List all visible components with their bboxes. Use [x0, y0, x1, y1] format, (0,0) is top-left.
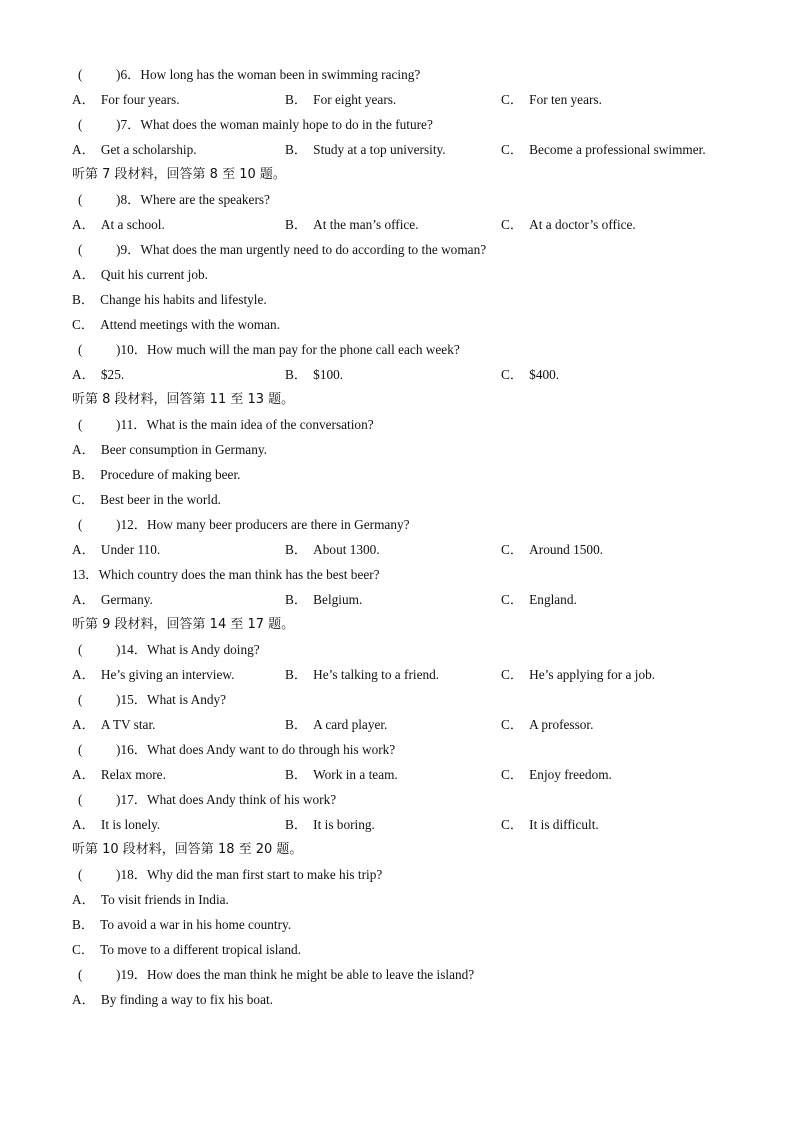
option-row	[72, 662, 732, 687]
answer-blank[interactable]: (	[78, 67, 83, 82]
option-text: Work in a team.	[313, 767, 398, 782]
option-letter: A	[72, 992, 82, 1007]
option-c[interactable]	[501, 87, 602, 112]
option-line[interactable]	[72, 262, 732, 287]
option-letter: B．	[285, 767, 308, 782]
answer-blank[interactable]: (	[78, 117, 83, 132]
option-b[interactable]	[285, 537, 380, 562]
question-line	[72, 512, 732, 537]
answer-blank[interactable]: (	[78, 692, 83, 707]
option-line[interactable]	[72, 987, 732, 1012]
answer-blank-close: )	[116, 192, 121, 207]
option-text: At a school.	[100, 217, 165, 232]
answer-blank-close: )	[116, 517, 121, 532]
question-line	[72, 737, 732, 762]
question-line	[72, 237, 732, 262]
option-letter-dot: ．	[80, 942, 95, 957]
option-text: He’s giving an interview.	[100, 667, 235, 682]
answer-blank-close: )	[116, 117, 121, 132]
question-text: What does the woman mainly hope to do in the future?	[140, 117, 433, 132]
option-text: At the man’s office.	[313, 217, 419, 232]
option-text: Get a scholarship.	[100, 142, 197, 157]
answer-blank[interactable]: (	[78, 517, 83, 532]
question-number-dot: ．	[127, 67, 141, 82]
option-letter-dot: ．	[80, 317, 95, 332]
option-row	[72, 537, 732, 562]
option-letter-dot: ．	[81, 992, 95, 1007]
option-text: To move to a different tropical island.	[100, 942, 301, 957]
option-a[interactable]	[72, 662, 234, 687]
option-letter: A．	[72, 817, 95, 832]
option-letter: C．	[501, 592, 524, 607]
option-row	[72, 712, 732, 737]
option-c[interactable]	[501, 712, 593, 737]
option-letter: B	[72, 917, 81, 932]
option-letter: B．	[285, 717, 308, 732]
option-text: A card player.	[313, 717, 388, 732]
option-letter: C．	[501, 667, 524, 682]
option-letter: B	[72, 292, 81, 307]
answer-blank[interactable]: (	[78, 642, 83, 657]
question-number: 13	[72, 567, 86, 582]
option-text: Study at a top university.	[313, 142, 446, 157]
option-a[interactable]	[72, 137, 197, 162]
option-text: $100.	[313, 367, 344, 382]
option-c[interactable]	[501, 662, 655, 687]
answer-blank-close: )	[116, 792, 121, 807]
option-letter: B．	[285, 667, 308, 682]
option-letter-dot: ．	[80, 292, 95, 307]
option-letter: C．	[501, 817, 524, 832]
option-letter: C	[72, 942, 81, 957]
option-c[interactable]	[501, 762, 612, 787]
answer-blank[interactable]: (	[78, 342, 83, 357]
option-text: To avoid a war in his home country.	[100, 917, 292, 932]
question-number: 17	[120, 792, 134, 807]
option-text: For eight years.	[313, 92, 397, 107]
option-row	[72, 137, 732, 162]
answer-blank[interactable]: (	[78, 242, 83, 257]
option-text: Beer consumption in Germany.	[100, 442, 267, 457]
option-a[interactable]	[72, 362, 124, 387]
answer-blank-close: )	[116, 242, 121, 257]
document-page	[72, 62, 732, 1012]
answer-blank[interactable]: (	[78, 867, 83, 882]
answer-blank-close: )	[116, 342, 121, 357]
option-text: A professor.	[529, 717, 594, 732]
option-text: Under 110.	[100, 542, 161, 557]
option-text: Become a professional swimmer.	[529, 142, 706, 157]
option-text: Around 1500.	[529, 542, 604, 557]
question-text: Why did the man first start to make his trip?	[147, 867, 383, 882]
option-letter: C．	[501, 142, 524, 157]
option-letter: C	[72, 317, 81, 332]
option-a[interactable]	[72, 87, 180, 112]
option-text: Relax more.	[100, 767, 166, 782]
option-row	[72, 87, 732, 112]
question-text: What does Andy think of his work?	[147, 792, 337, 807]
option-letter: A．	[72, 667, 95, 682]
answer-blank[interactable]: (	[78, 742, 83, 757]
question-number: 8	[120, 192, 128, 207]
option-text: Quit his current job.	[100, 267, 209, 282]
option-letter-dot: ．	[80, 917, 95, 932]
option-letter: B．	[285, 817, 308, 832]
option-letter-dot: ．	[80, 492, 95, 507]
option-letter: B．	[285, 367, 308, 382]
option-a[interactable]	[72, 537, 160, 562]
question-number: 11	[120, 417, 134, 432]
question-number: 6	[120, 67, 128, 82]
option-text: Change his habits and lifestyle.	[100, 292, 267, 307]
option-b[interactable]	[285, 362, 343, 387]
option-line[interactable]	[72, 437, 732, 462]
question-number-dot: ．	[133, 417, 147, 432]
option-letter: B．	[285, 542, 308, 557]
question-line	[72, 562, 732, 587]
option-letter-dot: ．	[80, 467, 95, 482]
question-text: What is Andy doing?	[147, 642, 260, 657]
option-letter: A	[72, 892, 82, 907]
question-number: 12	[120, 517, 134, 532]
option-text: Germany.	[100, 592, 153, 607]
answer-blank-close: )	[116, 967, 121, 982]
option-text: He’s applying for a job.	[529, 667, 656, 682]
option-line[interactable]	[72, 912, 732, 937]
option-text: A TV star.	[100, 717, 156, 732]
question-line	[72, 187, 732, 212]
option-text: About 1300.	[313, 542, 380, 557]
question-line	[72, 687, 732, 712]
option-row	[72, 212, 732, 237]
option-letter: A．	[72, 542, 95, 557]
option-a[interactable]	[72, 812, 160, 837]
question-number: 19	[120, 967, 134, 982]
question-text: Which country does the man think has the best beer?	[98, 567, 380, 582]
question-text: What does the man urgently need to do according to the woman?	[140, 242, 487, 257]
option-a[interactable]	[72, 762, 166, 787]
option-text: Attend meetings with the woman.	[100, 317, 281, 332]
option-letter: A．	[72, 92, 95, 107]
question-text: How long has the woman been in swimming racing?	[140, 67, 421, 82]
question-number: 10	[120, 342, 134, 357]
answer-blank[interactable]: (	[78, 792, 83, 807]
answer-blank-close: )	[116, 642, 121, 657]
section-heading: 听第 7 段材料，回答第 8 至 10 题。	[72, 167, 286, 182]
question-text: How does the man think he might be able to leave the island?	[147, 967, 475, 982]
option-text: Enjoy freedom.	[529, 767, 612, 782]
option-row	[72, 812, 732, 837]
option-text: To visit friends in India.	[100, 892, 229, 907]
question-number-dot: ．	[133, 867, 148, 882]
option-b[interactable]	[285, 662, 439, 687]
option-line[interactable]	[72, 887, 732, 912]
option-c[interactable]	[501, 537, 603, 562]
answer-blank[interactable]: (	[78, 967, 83, 982]
option-text: It is boring.	[313, 817, 375, 832]
option-line[interactable]	[72, 287, 732, 312]
option-c[interactable]	[501, 587, 577, 612]
option-line[interactable]	[72, 487, 732, 512]
option-letter: C．	[501, 217, 524, 232]
option-c[interactable]	[501, 362, 559, 387]
option-text: It is difficult.	[529, 817, 599, 832]
option-text: Belgium.	[313, 592, 363, 607]
option-b[interactable]	[285, 762, 398, 787]
option-b[interactable]	[285, 212, 419, 237]
option-line[interactable]	[72, 312, 732, 337]
option-b[interactable]	[285, 87, 396, 112]
option-letter: A．	[72, 367, 95, 382]
option-row	[72, 762, 732, 787]
option-letter: A．	[72, 767, 95, 782]
option-letter: A．	[72, 142, 95, 157]
option-text: Procedure of making beer.	[100, 467, 241, 482]
option-line[interactable]	[72, 462, 732, 487]
option-letter-dot: ．	[81, 267, 95, 282]
question-text: What is Andy?	[147, 692, 227, 707]
option-letter: B．	[285, 92, 308, 107]
option-text: For four years.	[100, 92, 180, 107]
option-letter: A	[72, 442, 82, 457]
option-line[interactable]	[72, 937, 732, 962]
option-letter: C．	[501, 367, 524, 382]
question-number: 15	[120, 692, 134, 707]
option-text: Best beer in the world.	[100, 492, 221, 507]
question-number-dot: ．	[133, 967, 148, 982]
option-letter: B．	[285, 142, 308, 157]
option-letter: A．	[72, 717, 95, 732]
question-number-dot: ．	[85, 567, 99, 582]
question-text: How much will the man pay for the phone call each week?	[147, 342, 460, 357]
section-heading: 听第 8 段材料，回答第 11 至 13 题。	[72, 392, 295, 407]
question-line	[72, 62, 732, 87]
option-row	[72, 362, 732, 387]
section-heading: 听第 9 段材料，回答第 14 至 17 题。	[72, 617, 295, 632]
question-number-dot: ．	[133, 692, 148, 707]
option-letter: C	[72, 492, 81, 507]
question-number: 7	[120, 117, 128, 132]
question-number: 16	[120, 742, 134, 757]
question-text: How many beer producers are there in Germany?	[147, 517, 410, 532]
option-b[interactable]	[285, 712, 387, 737]
question-line	[72, 787, 732, 812]
option-c[interactable]	[501, 137, 706, 162]
option-text: It is lonely.	[100, 817, 161, 832]
question-number-dot: ．	[133, 792, 148, 807]
question-number-dot: ．	[133, 517, 148, 532]
answer-blank-close: )	[116, 692, 121, 707]
option-text: England.	[529, 592, 577, 607]
question-number: 9	[120, 242, 128, 257]
section-heading: 听第 10 段材料，回答第 18 至 20 题。	[72, 842, 303, 857]
question-number-dot: ．	[133, 742, 148, 757]
option-c[interactable]	[501, 212, 636, 237]
option-a[interactable]	[72, 587, 153, 612]
option-letter: C．	[501, 767, 524, 782]
question-number-dot: ．	[127, 117, 141, 132]
question-text: What is the main idea of the conversation?	[146, 417, 374, 432]
option-a[interactable]	[72, 712, 155, 737]
option-letter: A	[72, 267, 82, 282]
question-number: 18	[120, 867, 134, 882]
option-letter: C．	[501, 542, 524, 557]
option-b[interactable]	[285, 812, 375, 837]
question-line	[72, 112, 732, 137]
answer-blank-close: )	[116, 742, 121, 757]
option-b[interactable]	[285, 587, 362, 612]
question-number-dot: ．	[133, 642, 148, 657]
question-text: Where are the speakers?	[140, 192, 270, 207]
option-letter-dot: ．	[81, 892, 95, 907]
answer-blank[interactable]: (	[78, 417, 83, 432]
option-b[interactable]	[285, 137, 446, 162]
option-letter: C．	[501, 717, 524, 732]
option-text: For ten years.	[529, 92, 602, 107]
question-line	[72, 962, 732, 987]
option-text: $25.	[100, 367, 125, 382]
option-letter: C．	[501, 92, 524, 107]
question-number-dot: ．	[127, 192, 141, 207]
option-text: $400.	[529, 367, 560, 382]
option-text: At a doctor’s office.	[529, 217, 636, 232]
answer-blank-close: )	[116, 867, 121, 882]
question-number-dot: ．	[127, 242, 141, 257]
question-text: What does Andy want to do through his work?	[147, 742, 396, 757]
option-a[interactable]	[72, 212, 165, 237]
answer-blank-close: )	[116, 417, 121, 432]
option-letter: A．	[72, 592, 95, 607]
option-letter-dot: ．	[81, 442, 95, 457]
question-number-dot: ．	[133, 342, 148, 357]
option-letter: A．	[72, 217, 95, 232]
option-letter: B	[72, 467, 81, 482]
question-line	[72, 412, 732, 437]
answer-blank-close: )	[116, 67, 121, 82]
question-number: 14	[120, 642, 134, 657]
option-row	[72, 587, 732, 612]
answer-blank[interactable]: (	[78, 192, 83, 207]
option-text: By finding a way to fix his boat.	[100, 992, 274, 1007]
option-letter: B．	[285, 592, 308, 607]
option-c[interactable]	[501, 812, 599, 837]
option-text: He’s talking to a friend.	[313, 667, 440, 682]
question-line	[72, 862, 732, 887]
question-line	[72, 337, 732, 362]
option-letter: B．	[285, 217, 308, 232]
question-line	[72, 637, 732, 662]
